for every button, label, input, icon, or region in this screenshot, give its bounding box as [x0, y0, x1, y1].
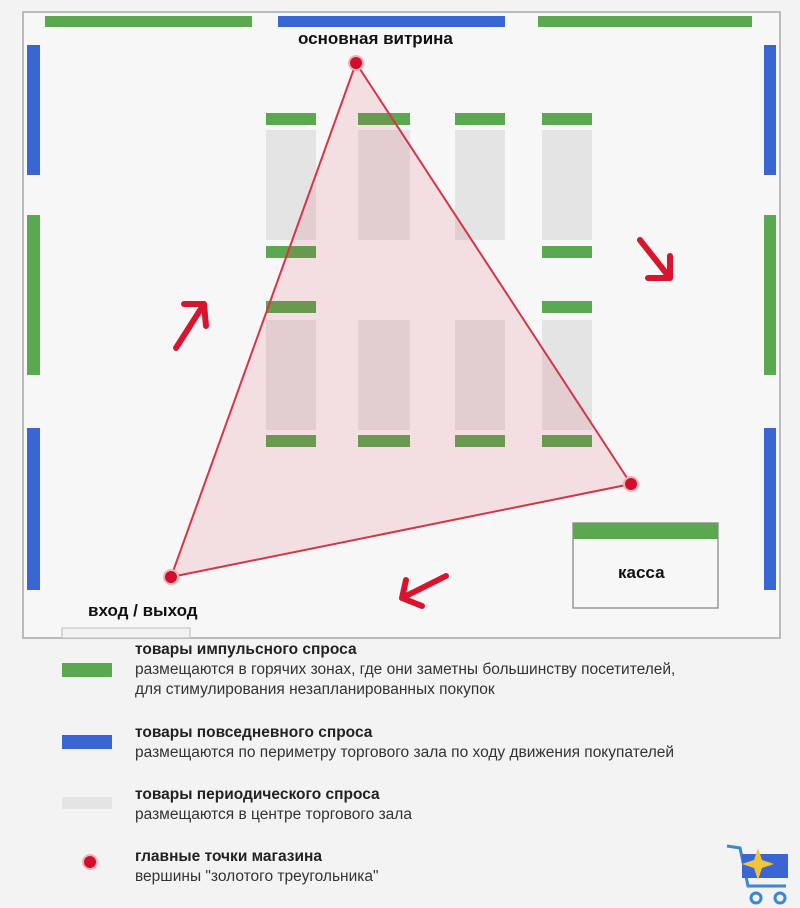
checkout-label: касса	[618, 563, 665, 582]
key-point-entrance	[164, 570, 178, 584]
showcase-label: основная витрина	[298, 29, 453, 48]
shelf-daily	[27, 45, 40, 175]
legend-item-impulse	[135, 640, 675, 700]
legend-desc: вершины "золотого треугольника"	[135, 868, 379, 885]
legend-title: товары периодического спроса	[135, 786, 380, 803]
legend-swatch-daily	[62, 735, 112, 749]
key-point-checkout	[624, 477, 638, 491]
shelf-periodic	[455, 130, 505, 240]
legend-item-daily	[135, 723, 674, 763]
shelf-impulse	[764, 215, 776, 375]
legend-desc: размещаются в центре торгового зала	[135, 806, 412, 823]
shelf-daily	[764, 428, 776, 590]
legend-title: товары повседневного спроса	[135, 724, 373, 741]
shelf-daily	[27, 428, 40, 590]
legend-desc: для стимулирования незапланированных покупок	[135, 681, 495, 698]
legend-item-periodic	[135, 785, 412, 825]
legend-desc: размещаются в горячих зонах, где они заметны большинству посетителей,	[135, 661, 676, 678]
entrance-door	[62, 628, 190, 638]
legend-desc: размещаются по периметру торгового зала по ходу движения покупателей	[135, 744, 675, 761]
legend-swatch-periodic	[62, 797, 112, 809]
shelf-daily	[764, 45, 776, 175]
shelf-impulse	[538, 16, 752, 27]
shopping-cart-logo-icon	[727, 846, 788, 903]
legend-swatch-impulse	[62, 663, 112, 677]
shelf-impulse	[542, 246, 592, 258]
shelf-impulse	[542, 301, 592, 313]
key-point-showcase	[349, 56, 363, 70]
shelf-impulse	[27, 215, 40, 375]
legend-key-point-icon	[83, 855, 97, 869]
shelf-impulse	[542, 113, 592, 125]
shelf-impulse	[45, 16, 252, 27]
legend-item-key-points	[135, 847, 379, 887]
shelf-impulse	[455, 113, 505, 125]
legend-title: главные точки магазина	[135, 848, 323, 865]
shelf-daily	[278, 16, 505, 27]
entrance-label: вход / выход	[88, 601, 198, 620]
shelf-impulse	[266, 113, 316, 125]
legend-title: товары импульсного спроса	[135, 641, 357, 658]
shelf-periodic	[542, 130, 592, 240]
